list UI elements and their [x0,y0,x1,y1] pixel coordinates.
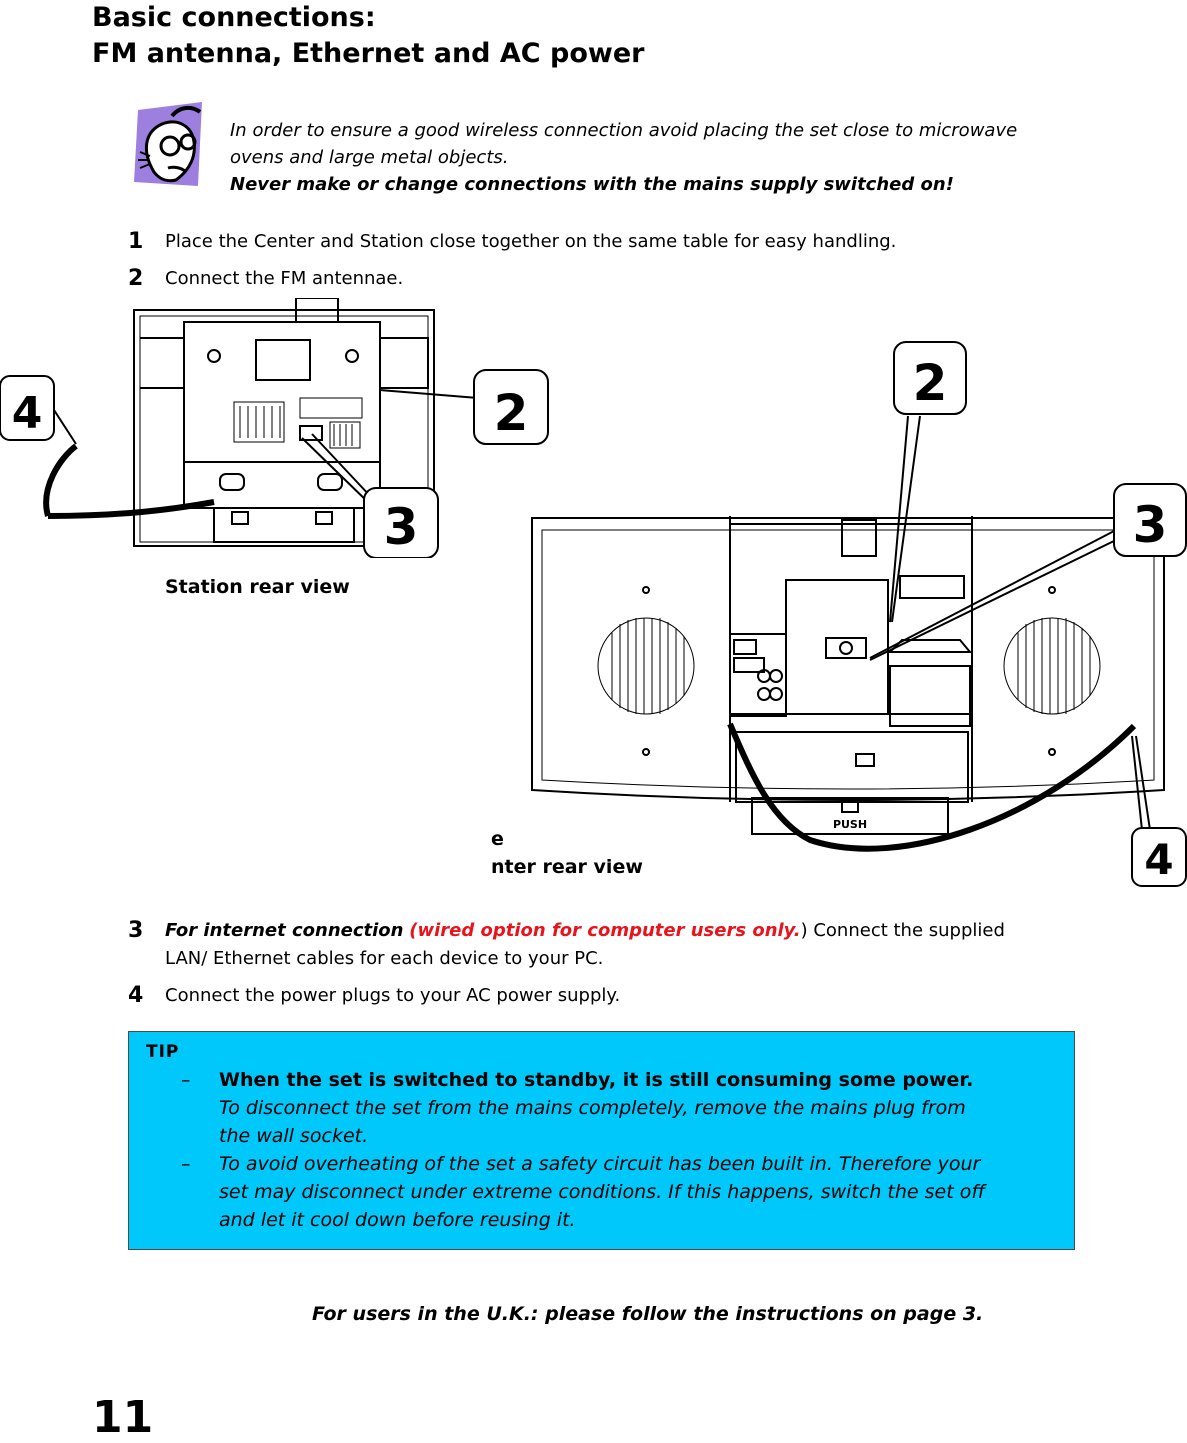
page-title [92,0,644,72]
tip-item-2-line-2: set may disconnect under extreme conditions. If this happens, switch the set off [219,1181,986,1203]
step-3-rest-1: ) Connect the supplied [800,920,1005,941]
step-3-highlight: (wired option for computer users only. [409,920,801,941]
step-1 [128,228,1128,256]
center-label-line-2: nter rear view [491,856,643,878]
callout-2-station-text: 2 [493,384,529,442]
step-3-rest-2: LAN/ Ethernet cables for each device to your PC. [165,948,604,969]
callout-4-station-text: 4 [11,388,43,439]
callout-3-center-text: 3 [1132,496,1168,554]
tip-box [128,1031,1075,1250]
caution-note [230,117,1130,198]
callout-3-station [364,488,438,558]
page-number: 11 [92,1392,154,1443]
title-line-1: Basic connections: [92,2,376,33]
step-2-text: Connect the FM antennae. [165,268,404,289]
note-warning: Never make or change connections with the mains supply switched on! [230,174,954,195]
step-2-number: 2 [128,266,144,291]
thinking-man-icon [132,102,208,188]
step-2 [128,265,1128,293]
callout-2-center-text: 2 [912,354,948,412]
tip-item-1-line-3: the wall socket. [219,1125,369,1147]
callout-3-station-text: 3 [383,498,419,556]
note-line-2: ovens and large metal objects. [230,147,509,168]
center-rear-view-diagram [480,340,1187,892]
callout-4-center [1132,828,1186,886]
step-4-text: Connect the power plugs to your AC power supply. [165,985,621,1006]
callout-3-center [1114,484,1186,556]
step-3-lead: For internet connection [165,920,404,941]
tip-title: TIP [146,1042,180,1062]
step-1-text: Place the Center and Station close together on the same table for easy handling. [165,231,897,252]
tip-item-2-line-3: and let it cool down before reusing it. [219,1209,576,1231]
station-rear-view-label: Station rear view [165,576,350,598]
center-label-line-1: e [491,828,504,850]
step-3-number: 3 [128,918,144,943]
tip-item-1 [181,1066,1061,1150]
title-line-2: FM antenna, Ethernet and AC power [92,38,645,69]
note-line-1: In order to ensure a good wireless connection avoid placing the set close to microwave [230,120,1018,141]
tip-item-1-bold: When the set is switched to standby, it is still consuming some power. [219,1069,974,1091]
step-1-number: 1 [128,229,144,254]
station-rear-view-diagram [0,298,560,558]
tip-item-1-line-2: To disconnect the set from the mains completely, remove the mains plug from [219,1097,966,1119]
callout-4-station [0,376,54,440]
step-4 [128,982,1128,1010]
tip-item-2-dash: – [181,1153,191,1175]
uk-instructions-note: For users in the U.K.: please follow the instructions on page 3. [312,1303,984,1325]
tip-item-2 [181,1150,1061,1234]
push-label: PUSH [832,818,868,831]
step-3 [128,917,1128,975]
center-rear-view-label [491,825,643,881]
tip-item-2-line-1: To avoid overheating of the set a safety circuit has been built in. Therefore your [219,1153,981,1175]
callout-2-center [894,342,966,414]
tip-item-1-dash: – [181,1069,191,1091]
step-3-text [165,917,1125,973]
step-4-number: 4 [128,983,144,1008]
callout-4-center-text: 4 [1144,835,1174,884]
